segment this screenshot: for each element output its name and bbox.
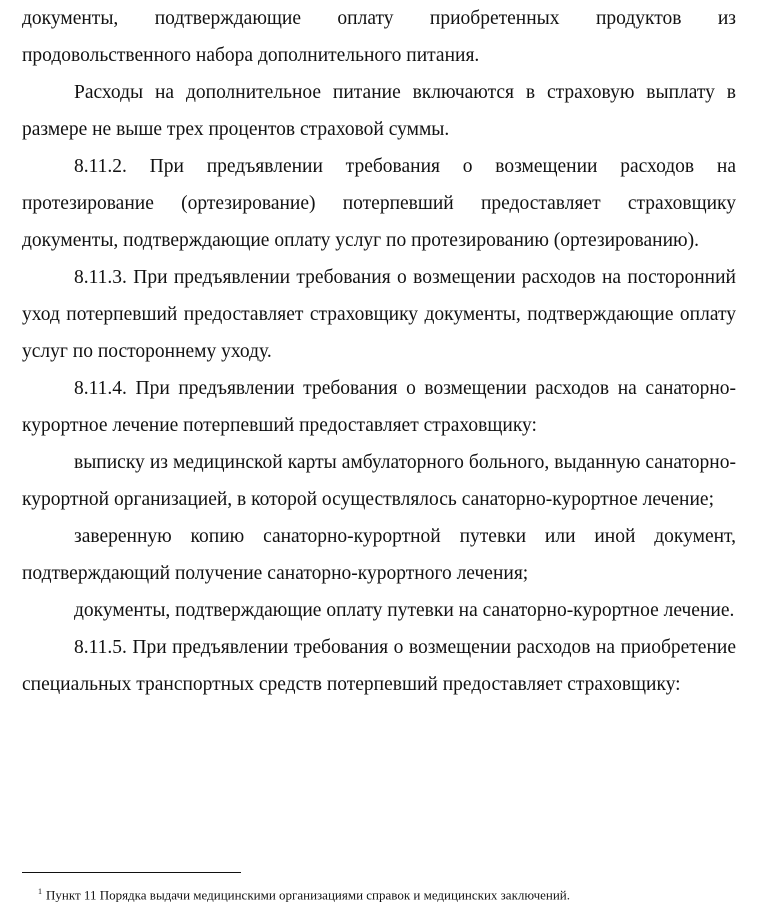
- document-body: [22, 0, 736, 703]
- paragraph-8-11-5-transport: 8.11.5. При предъявлении требования о возмещении расходов на приобретение специальных транспортных средств потерпевший предоставляет страховщику:: [22, 637, 736, 695]
- paragraph-voucher-copy: заверенную копию санаторно-курортной путевки или иной документ, подтверждающий получение санаторно-курортного лечения;: [22, 526, 736, 584]
- paragraph-8-11-3-care: 8.11.3. При предъявлении требования о возмещении расходов на посторонний уход потерпевший предоставляет страховщику документы, подтверждающие оплату услуг по постороннему уходу.: [22, 267, 736, 362]
- paragraph-voucher-payment: документы, подтверждающие оплату путевки на санаторно-курортное лечение.: [74, 600, 735, 621]
- paragraph-8-11-2-prosthetics: 8.11.2. При предъявлении требования о возмещении расходов на протезирование (ортезирование) потерпевший предоставляет страховщику документы, подтверждающие оплату услуг по протезированию (ортезированию).: [22, 156, 736, 251]
- paragraph-medical-extract: выписку из медицинской карты амбулаторного больного, выданную санаторно-курортной организацией, в которой осуществлялось санаторно-курортное лечение;: [22, 452, 736, 510]
- footnote-marker: 1: [38, 887, 42, 896]
- paragraph-8-11-4-sanatorium: 8.11.4. При предъявлении требования о возмещении расходов на санаторно-курортное лечение потерпевший предоставляет страховщику:: [22, 378, 736, 436]
- paragraph-payment-documents: документы, подтверждающие оплату приобретенных продуктов из продовольственного набора дополнительного питания.: [22, 8, 736, 66]
- footnote-text: Пункт 11 Порядка выдачи медицинскими организациями справок и медицинских заключений.: [46, 887, 571, 903]
- paragraph-additional-nutrition: Расходы на дополнительное питание включаются в страховую выплату в размере не выше трех процентов страховой суммы.: [22, 82, 736, 140]
- footnote: [38, 884, 758, 903]
- footnote-divider: [22, 872, 241, 873]
